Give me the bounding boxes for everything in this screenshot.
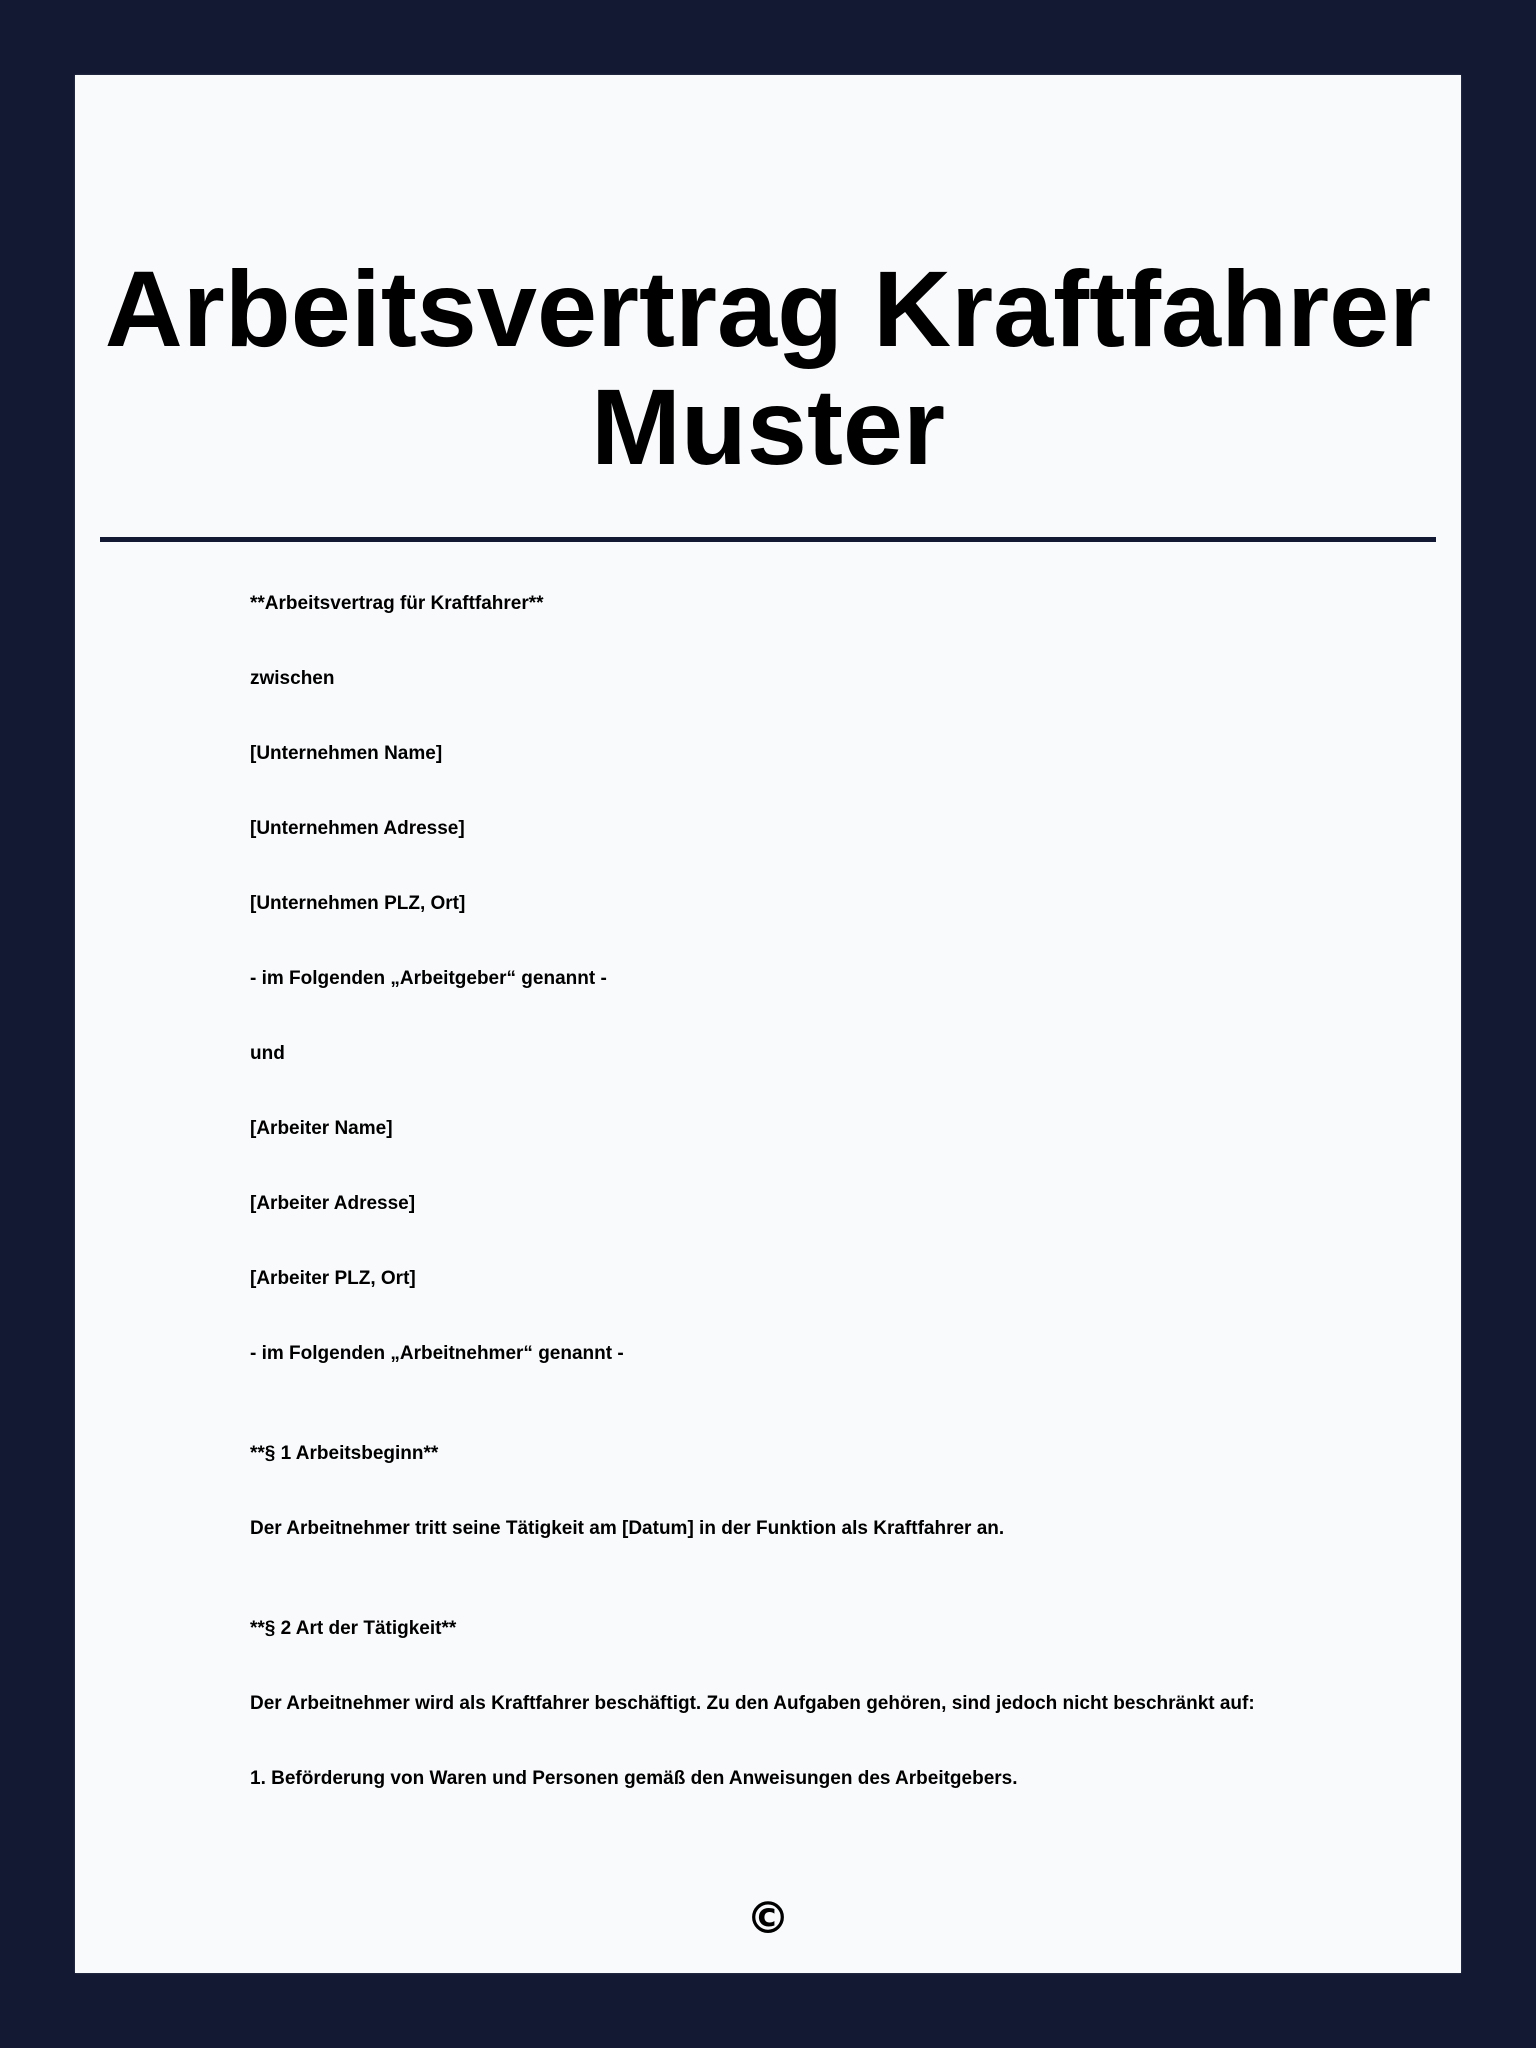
document-page (75, 75, 1461, 1973)
document-title: Arbeitsvertrag Kraftfahrer Muster (104, 248, 1432, 487)
section-2-heading: **§ 2 Art der Tätigkeit** (250, 1618, 457, 1639)
employee-designation: - im Folgenden „Arbeitnehmer“ genannt - (250, 1343, 624, 1364)
employee-city: [Arbeiter PLZ, Ort] (250, 1268, 416, 1289)
employee-address: [Arbeiter Adresse] (250, 1193, 416, 1214)
employer-designation: - im Folgenden „Arbeitgeber“ genannt - (250, 968, 607, 989)
employer-city: [Unternehmen PLZ, Ort] (250, 893, 466, 914)
section-1-text: Der Arbeitnehmer tritt seine Tätigkeit am [Datum] in der Funktion als Kraftfahrer an. (250, 1518, 1005, 1539)
section-2-text: Der Arbeitnehmer wird als Kraftfahrer beschäftigt. Zu den Aufgaben gehören, sind jedoch nicht beschränkt auf: (250, 1693, 1255, 1714)
employer-address: [Unternehmen Adresse] (250, 818, 465, 839)
document-body (250, 591, 1350, 1791)
contract-heading: **Arbeitsvertrag für Kraftfahrer** (250, 593, 544, 614)
paragraph-between: zwischen (250, 668, 335, 689)
copyright-symbol: © (746, 1893, 790, 1944)
section-2-item-1: 1. Beförderung von Waren und Personen gemäß den Anweisungen des Arbeitgebers. (250, 1768, 1018, 1789)
employee-name: [Arbeiter Name] (250, 1118, 393, 1139)
paragraph-and: und (250, 1043, 285, 1064)
section-1-heading: **§ 1 Arbeitsbeginn** (250, 1443, 439, 1464)
employer-name: [Unternehmen Name] (250, 743, 443, 764)
title-divider (100, 537, 1436, 542)
